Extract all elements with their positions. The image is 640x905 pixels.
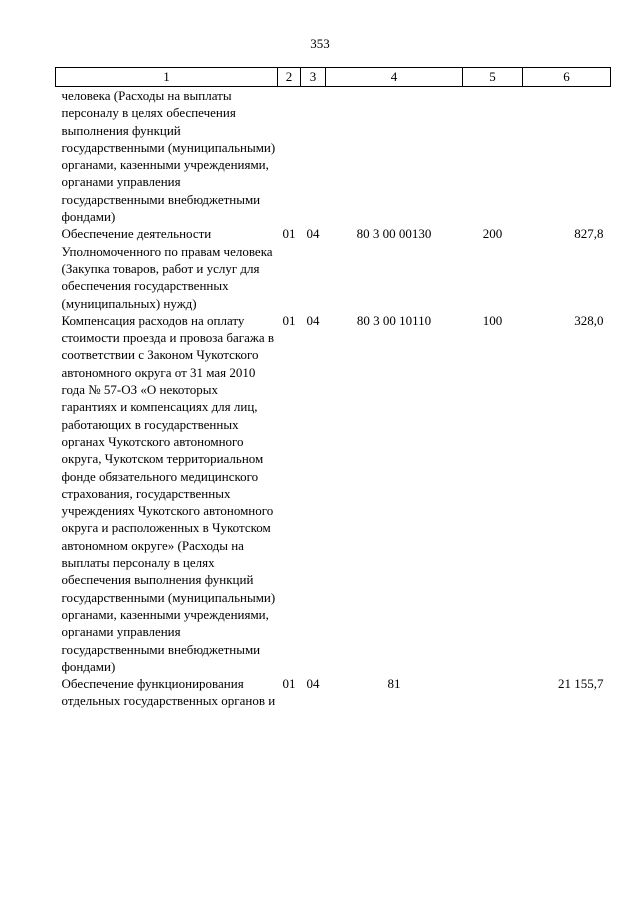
row-amount: [523, 87, 611, 226]
row-subsection: [301, 87, 326, 226]
row-expense-type: [463, 675, 523, 710]
row-name: человека (Расходы на выплаты персоналу в целях обеспечения выполнения функций государственными (муниципальными) органами, казенными учреждениями, органами управления государственными внебюджетными фондами): [61, 88, 276, 225]
budget-table: [55, 67, 611, 710]
row-section: 01: [282, 312, 296, 328]
row-section: [278, 87, 301, 226]
row-name: Компенсация расходов на оплату стоимости проезда и провоза багажа в соответствии с Законом Чукотского автономного округа от 31 мая 2010 года № 57-ОЗ «О некоторых гарантиях и компенсациях для лиц, работающих в государственных органах Чукотского автономного округа, Чукотском территориальном фонде обязательного медицинского страхования, государственных учреждениях Чукотского автономного округа и расположенных в Чукотском автономном округе» (Расходы на выплаты персоналу в целях обеспечения выполнения функций государственными (муниципальными) органами, казенными учреждениями, органами управления государственными внебюджетными фондами): [61, 312, 276, 674]
row-name: Обеспечение функционирования отдельных государственных органов и: [61, 676, 276, 709]
table-row: [56, 225, 611, 311]
page-number: 353: [310, 36, 330, 51]
row-amount: 328,0: [574, 312, 604, 328]
header-col-5: 5: [463, 68, 523, 87]
table-row: [56, 312, 611, 675]
table-row: [56, 675, 611, 710]
header-col-2: 2: [278, 68, 301, 87]
row-target-article: [326, 87, 463, 226]
row-target-article: 80 3 00 00130: [356, 226, 432, 242]
row-name: Обеспечение деятельности Уполномоченного по правам человека (Закупка товаров, работ и услуг для обеспечения государственных (муниципальных) нужд): [61, 226, 273, 311]
row-subsection: 04: [306, 312, 320, 328]
row-subsection: 04: [306, 226, 320, 242]
row-amount: 827,8: [574, 226, 604, 242]
header-col-6: 6: [523, 68, 611, 87]
header-col-4: 4: [326, 68, 463, 87]
table-row: [56, 87, 611, 226]
row-subsection: 04: [306, 676, 320, 692]
row-target-article: 81: [387, 676, 401, 692]
row-section: 01: [282, 676, 296, 692]
row-expense-type: [463, 87, 523, 226]
row-target-article: 80 3 00 10110: [356, 312, 432, 328]
header-col-1: 1: [56, 68, 278, 87]
row-amount: 21 155,7: [558, 676, 604, 692]
header-col-3: 3: [301, 68, 326, 87]
row-section: 01: [282, 226, 296, 242]
row-expense-type: 100: [482, 312, 503, 328]
table-header-row: [56, 68, 611, 87]
row-expense-type: 200: [482, 226, 503, 242]
